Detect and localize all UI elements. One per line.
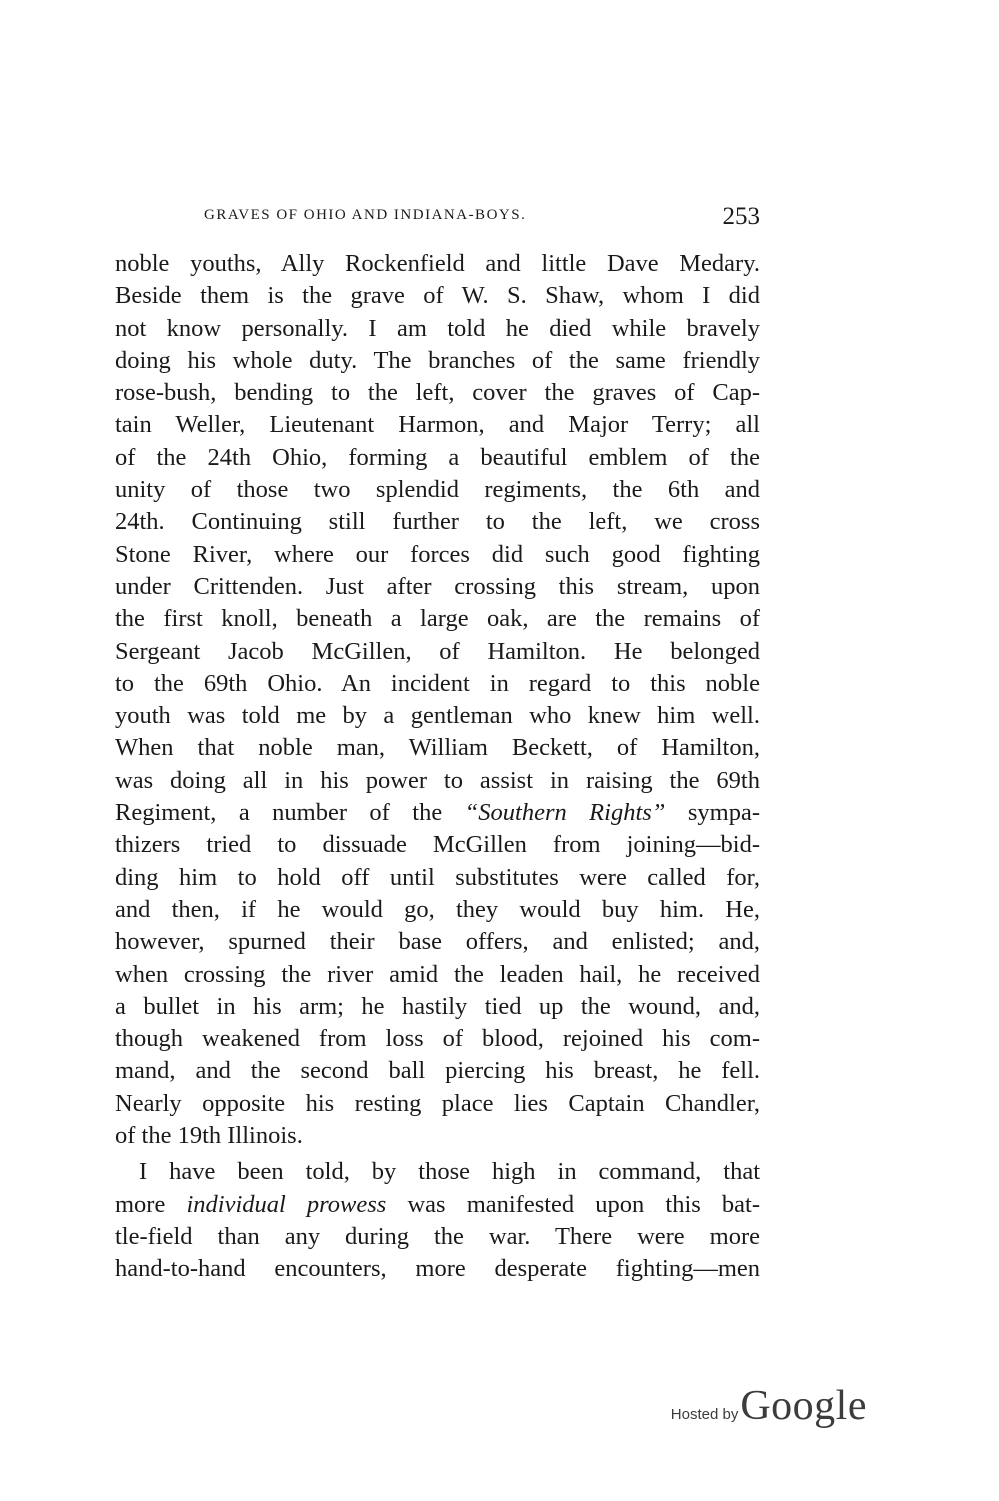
text-line: I have been told, by those high in command, that: [139, 1158, 760, 1186]
text-line: to the 69th Ohio. An incident in regard to this noble: [115, 669, 760, 697]
text-line: thizers tried to dissuade McGillen from joining—bid-: [115, 831, 760, 859]
google-logo: Google: [740, 1383, 867, 1429]
text-line: of the 24th Ohio, forming a beautiful emblem of the: [115, 443, 760, 471]
text-line: unity of those two splendid regiments, the 6th and: [115, 476, 760, 504]
text-line: of the 19th Illinois.: [115, 1122, 303, 1150]
text-line: Sergeant Jacob McGillen, of Hamilton. He belonged: [115, 637, 760, 665]
text-line: and then, if he would go, they would buy him. He,: [115, 895, 760, 923]
text-line: doing his whole duty. The branches of the same friendly: [115, 346, 760, 374]
text-line: tain Weller, Lieutenant Harmon, and Major Terry; all: [115, 411, 760, 439]
italic-phrase: individual prowess: [186, 1190, 387, 1218]
text-line: the first knoll, beneath a large oak, are the remains of: [115, 605, 760, 633]
hosted-by-google-watermark: [671, 1382, 867, 1430]
text-line: 24th. Continuing still further to the left, we cross: [115, 508, 760, 536]
text-line: under Crittenden. Just after crossing this stream, upon: [115, 572, 760, 600]
text-line: hand-to-hand encounters, more desperate fighting—men: [115, 1255, 760, 1283]
text-line: Stone River, where our forces did such good fighting: [115, 540, 760, 568]
text-line: not know personally. I am told he died while bravely: [115, 314, 760, 342]
text-line-with-italic: [115, 1189, 760, 1221]
text-line: Beside them is the grave of W. S. Shaw, whom I did: [115, 282, 760, 310]
text-segment: Regiment, a number of the: [115, 799, 465, 827]
running-title: GRAVES OF OHIO AND INDIANA-BOYS.: [204, 207, 527, 223]
text-line: Nearly opposite his resting place lies Captain Chandler,: [115, 1089, 760, 1117]
text-line: youth was told me by a gentleman who knew him well.: [115, 702, 760, 730]
text-segment: sympa-: [665, 799, 760, 827]
text-line: rose-bush, bending to the left, cover the graves of Cap-: [115, 379, 760, 407]
text-line: mand, and the second ball piercing his breast, he fell.: [115, 1057, 760, 1085]
page-number: 253: [722, 203, 760, 230]
italic-phrase: “Southern Rights”: [464, 799, 666, 827]
text-line-with-italic: [115, 797, 760, 829]
watermark-prefix: Hosted by: [670, 1406, 739, 1423]
text-segment: more: [115, 1190, 187, 1218]
text-line: tle-field than any during the war. There were more: [115, 1222, 760, 1250]
text-line: When that noble man, William Beckett, of Hamilton,: [115, 734, 760, 762]
paragraph-1: [115, 248, 760, 1152]
body-text: [115, 248, 760, 1286]
text-line: a bullet in his arm; he hastily tied up the wound, and,: [115, 992, 760, 1020]
text-line: however, spurned their base offers, and enlisted; and,: [115, 928, 760, 956]
text-segment: was manifested upon this bat-: [386, 1190, 761, 1218]
text-line: was doing all in his power to assist in raising the 69th: [115, 766, 760, 794]
running-head: [118, 203, 760, 233]
text-line: noble youths, Ally Rockenfield and little Dave Medary.: [115, 250, 760, 277]
paragraph-2: [115, 1156, 760, 1285]
text-line: ding him to hold off until substitutes were called for,: [115, 863, 760, 891]
text-line: when crossing the river amid the leaden hail, he received: [115, 960, 760, 988]
text-line: though weakened from loss of blood, rejoined his com-: [115, 1025, 760, 1053]
